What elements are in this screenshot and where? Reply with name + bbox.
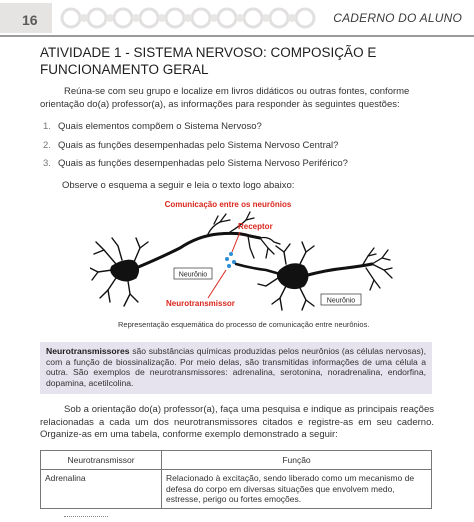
neurotransmitter-dots: [225, 252, 236, 268]
table-header-row: [41, 451, 432, 470]
research-instruction: Sob a orientação do(a) professor(a), faça uma pesquisa e indique as principais reações relacionadas a cada um dos neurotransmissores citados e registre-as em seu caderno. Organize-as em uma tabela, conforme exemplo demonstrado a seguir:: [40, 404, 434, 440]
intro-paragraph: Reúna-se com seu grupo e localize em livros didáticos ou outras fontes, conforme orientação do(a) professor(a), as informações para responder às seguintes questões:: [40, 86, 410, 110]
list-item: [40, 158, 440, 177]
neurotransmitter-table: [40, 450, 432, 509]
infobox-text: são substâncias químicas produzidas pelos neurônios (as células nervosas), com a função de biossinalização. Por meio delas, são transmitidas informações de uma célula a outra. São exemplos de neurotransmissores: adrenalina, serotonina, noradrenalina, endorfina, dopamina, acetilcolina.: [46, 346, 426, 388]
neurotransmitter-info-box: [40, 342, 432, 394]
question-text: Quais as funções desempenhadas pelo Sistema Nervoso Periférico?: [58, 158, 348, 169]
column-header: Neurotransmissor: [41, 451, 162, 470]
neuron-2: [236, 242, 392, 310]
question-list: [40, 121, 440, 177]
neuron-communication-diagram: [90, 198, 430, 323]
receptor-label: Receptor: [238, 222, 273, 231]
page-header: [0, 0, 474, 36]
list-item: [40, 121, 440, 140]
infobox-term: Neurotransmissores: [46, 346, 130, 356]
figure-caption: Representação esquemática do processo de comunicação entre neurônios.: [118, 320, 370, 329]
table-row: [41, 470, 432, 509]
table-cell: Relacionado à excitação, sendo liberado como um mecanismo de defesa do corpo em diversas situações que envolvem medo, estresse, perigo ou fortes emoções.: [162, 470, 432, 509]
header-divider: [0, 35, 474, 37]
activity-title: ATIVIDADE 1 - SISTEMA NERVOSO: COMPOSIÇÃO E FUNCIONAMENTO GERAL: [40, 45, 377, 77]
book-title: CADERNO DO ALUNO: [333, 11, 462, 25]
observe-instruction: Observe o esquema a seguir e leia o texto logo abaixo:: [62, 180, 295, 191]
table-cell: Adrenalina: [41, 470, 162, 509]
list-item: [40, 140, 440, 159]
neuron-label-2: Neurônio: [326, 297, 356, 305]
question-text: Quais as funções desempenhadas pelo Sistema Nervoso Central?: [58, 139, 339, 151]
page-number-box: [0, 3, 52, 33]
question-text: Quais elementos compõem o Sistema Nervoso?: [58, 121, 262, 132]
question-number: 2.: [43, 139, 51, 151]
column-header: Função: [162, 451, 432, 470]
decorative-pattern: [58, 5, 320, 31]
question-number: 3.: [43, 158, 51, 169]
page-number: 16: [22, 12, 38, 28]
neuron-label-1: Neurônio: [178, 271, 208, 279]
neurotransmitter-label: Neurotransmissor: [166, 299, 235, 308]
figure-title: Comunicação entre os neurônios: [164, 200, 292, 209]
divider: [64, 516, 108, 517]
question-number: 1.: [43, 121, 51, 132]
